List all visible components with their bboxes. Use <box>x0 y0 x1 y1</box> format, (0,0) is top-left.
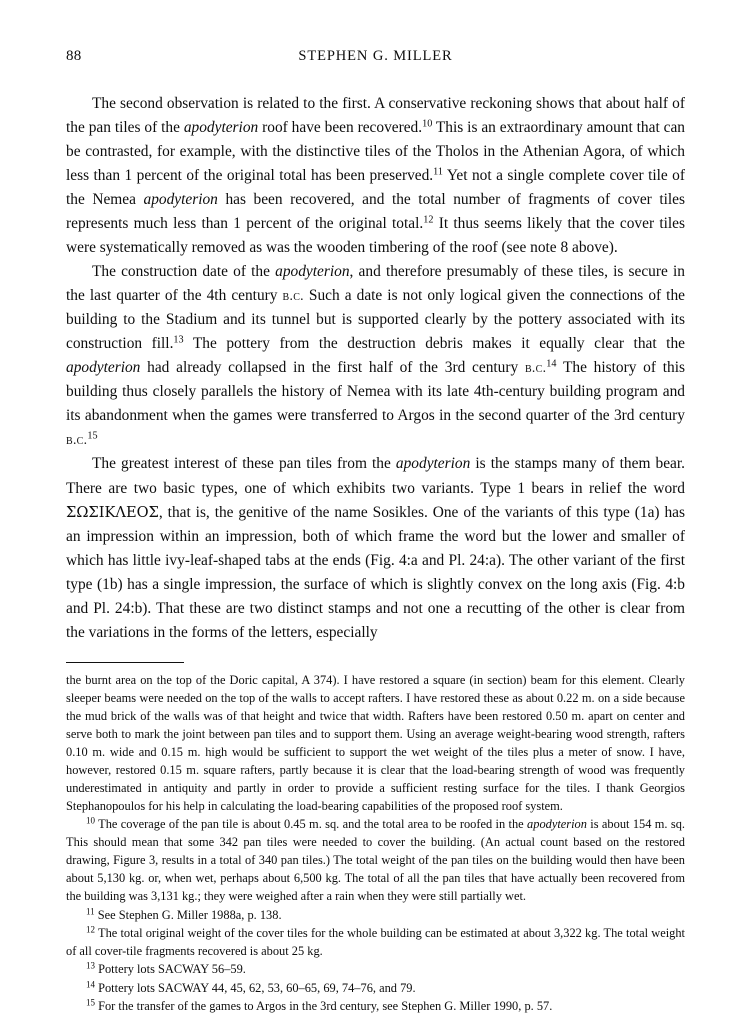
text-run: This is an extraordinary amount that can be contrasted, for example, with the distinctive tiles of the Tholos in the Athenian Agora, of which less than 1 percent of the original total has been preserved. <box>66 119 685 185</box>
footnote-item <box>66 961 685 979</box>
text-run: The construction date of the <box>92 263 276 281</box>
text-run: roof have been recovered. <box>258 119 423 137</box>
page-number: 88 <box>66 48 82 64</box>
footnote-marker: 10 <box>422 118 433 130</box>
footnote-marker: 13 <box>173 334 184 346</box>
text-run: The greatest interest of these pan tiles from the <box>92 455 396 473</box>
footnote-continued: the burnt area on the top of the Doric capital, A 374). I have restored a square (in section) beam for this element. Clearly sleeper beams were needed on the top of the walls to accept rafters. I have restored these as about 0.22 m. on a side because the mud brick of the walls was of that height and twice that width. Rafters have been restored 0.50 m. apart on center and serve both to mark the joint between pan tiles and to support them. Using an average weight-bearing wood strength, rafters 0.10 m. wide and 0.15 m. high would be sufficient to support the wet weight of the tiles plus a meter of snow. I have, however, restored 0.15 m. square rafters, partly because it is clear that the load-bearing strength of wood was frequently underestimated in antiquity and partly in order to provide a sufficient resting surface for the tiles. I thank Georgios Stephanopoulos for his help in calculating the load-bearing capabilities of the proposed roof system. <box>66 672 685 813</box>
greek-inscription-text: ΣΩΣΙΚΛΕΟΣ <box>66 503 159 521</box>
text-run: , that is, the genitive of the name Sosikles. One of the variants of this type (1a) has an impression within an impression, both of which frame the word but the lower and smaller of which has little ivy-leaf-shaped tabs at the ends (Fig. 4:a and Pl. 24:a). The other variant of the first type (1b) has a single impression, the surface of which is slightly convex on the long axis (Fig. 4:b and Pl. 24:b). That these are two distinct stamps and not one a recutting of the other is clear from the variations in the forms of the letters, especially <box>66 503 685 641</box>
text-run: The total original weight of the cover tiles for the whole building can be estimated at about 3,322 kg. The total weight of all cover-tile fragments recovered is about 25 kg. <box>66 926 685 958</box>
small-caps-term: b.c. <box>524 360 547 376</box>
small-caps-term: b.c. <box>66 432 88 448</box>
body-paragraph <box>66 452 685 644</box>
italic-term: apodyterion <box>275 263 350 281</box>
footnote-item <box>66 925 685 961</box>
text-run: Pottery lots SACWAY 44, 45, 62, 53, 60–65, 69, 74–76, and 79. <box>95 980 416 995</box>
text-run: The history of this building thus closely parallels the history of Nemea with its late 4th-century building program and its abandonment when the games were transferred to Argos in the second quarter of the 3rd century <box>66 359 685 425</box>
text-run: Yet not a single complete cover tile of the Nemea <box>66 167 686 209</box>
footnote-number: 11 <box>86 906 95 917</box>
text-run: The second observation is related to the first. A conservative reckoning shows that about half of the pan tiles of the <box>66 95 685 137</box>
footnotes <box>66 672 685 1017</box>
running-head: STEPHEN G. MILLER <box>298 48 453 64</box>
footnote-marker: 15 <box>87 430 98 442</box>
text-run: See Stephen G. Miller 1988a, p. 138. <box>94 907 282 922</box>
body-paragraph <box>66 260 685 452</box>
italic-term: apodyterion <box>183 119 259 137</box>
text-run: For the transfer of the games to Argos in the 3rd century, see Stephen G. Miller 1990, p. 57. <box>95 999 553 1014</box>
footnote-number: 13 <box>86 960 95 971</box>
italic-term: apodyterion <box>143 191 218 209</box>
footnote-item <box>66 980 685 998</box>
text-run: is about 154 m. sq. This should mean that some 342 pan tiles were needed to cover the building. (An actual count based on the restored drawing, Figure 3, results in a total of 340 pan tiles.) The total weight of the pan tiles on the building would then have been about 5,130 kg. or, when wet, perhaps about 6,500 kg. The total of all the pan tiles that have actually been recovered from the building was 3,131 kg.; they were weighed after a rain when they were still partially wet. <box>66 817 685 904</box>
footnote-marker: 12 <box>423 214 434 226</box>
text-run: The coverage of the pan tile is about 0.45 m. sq. and the total area to be roofed in the <box>95 817 528 832</box>
text-run: is the stamps many of them bear. There are two basic types, one of which exhibits two variants. Type 1 bears in relief the word <box>66 455 685 497</box>
text-run: Such a date is not only logical given the connections of the building to the Stadium and its tunnel but is supported clearly by the pottery associated with its construction fill. <box>66 287 685 353</box>
text-run: has been recovered, and the total number of fragments of cover tiles represents much less than 1 percent of the original total. <box>66 191 686 233</box>
body-paragraph <box>66 92 685 260</box>
footnote-number: 14 <box>86 979 95 990</box>
italic-term: apodyterion <box>395 455 471 473</box>
footnote-number: 10 <box>86 815 95 826</box>
italic-term: apodyterion <box>66 359 141 377</box>
text-run: had already collapsed in the first half of the 3rd century <box>140 359 525 377</box>
text-run: It thus seems likely that the cover tiles were systematically removed as was the wooden timbering of the roof (see note 8 above). <box>66 215 685 257</box>
page-header <box>66 48 685 74</box>
text-run: , and therefore presumably of these tiles, is secure in the last quarter of the 4th century <box>66 263 685 305</box>
footnote-number: 12 <box>86 924 95 935</box>
footnote-marker: 14 <box>546 358 557 370</box>
text-run: Pottery lots SACWAY 56–59. <box>95 962 246 977</box>
text-run: The pottery from the destruction debris makes it equally clear that the <box>183 335 685 353</box>
footnote-divider <box>66 662 184 663</box>
small-caps-term: b.c. <box>282 288 304 304</box>
body-text <box>66 92 685 645</box>
footnote-number: 15 <box>86 997 95 1008</box>
footnote-item <box>66 816 685 906</box>
footnote-marker: 11 <box>433 166 443 178</box>
italic-term: apodyterion <box>527 817 587 832</box>
footnote-item <box>66 998 685 1016</box>
footnote-item <box>66 907 685 925</box>
